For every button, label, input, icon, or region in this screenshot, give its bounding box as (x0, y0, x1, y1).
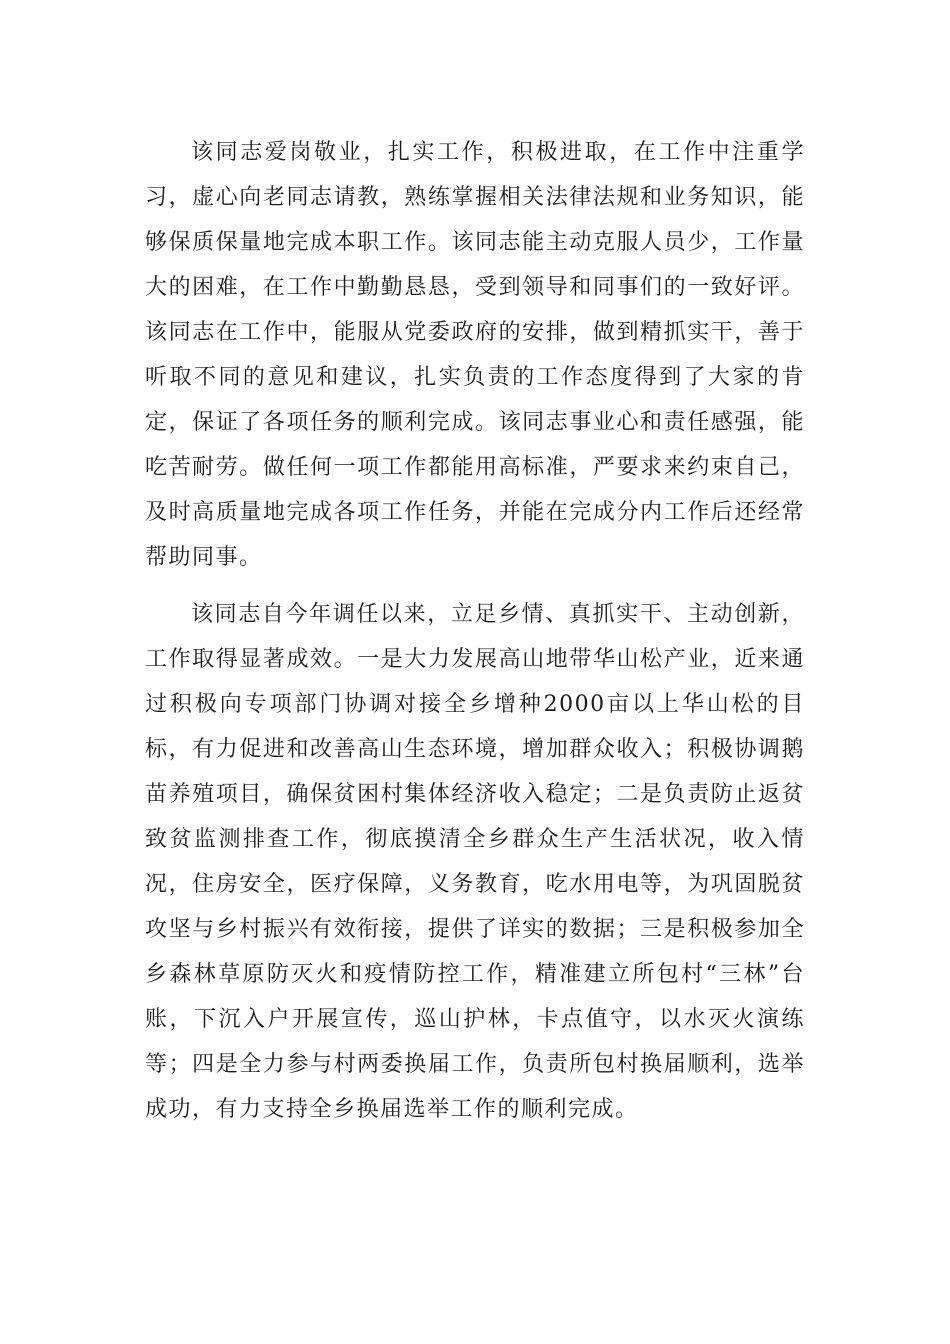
paragraph-2: 该同志自今年调任以来，立足乡情、真抓实干、主动创新，工作取得显著成效。一是大力发展高山地带华山松产业，近来通过积极向专项部门协调对接全乡增种2000亩以上华山松的目标，有力促进和改善高山生态环境，增加群众收入；积极协调鹅苗养殖项目，确保贫困村集体经济收入稳定；二是负责防止返贫致贫监测排查工作，彻底摸清全乡群众生产生活状况，收入情况，住房安全，医疗保障，义务教育，吃水用电等，为巩固脱贫攻坚与乡村振兴有效衔接，提供了详实的数据；三是积极参加全乡森林草原防灭火和疫情防控工作，精准建立所包村“三林”台账，下沉入户开展宣传，巡山护林，卡点值守，以水灭火演练等；四是全力参与村两委换届工作，负责所包村换届顺利，选举成功，有力支持全乡换届选举工作的顺利完成。 (145, 602, 805, 1122)
document-body (145, 130, 805, 1132)
paragraph-1: 该同志爱岗敬业，扎实工作，积极进取，在工作中注重学习，虚心向老同志请教，熟练掌握相关法律法规和业务知识，能够保质保量地完成本职工作。该同志能主动克服人员少，工作量大的困难，在工作中勤勤恳恳，受到领导和同事们的一致好评。该同志在工作中，能服从党委政府的安排，做到精抓实干，善于听取不同的意见和建议，扎实负责的工作态度得到了大家的肯定，保证了各项任务的顺利完成。该同志事业心和责任感强，能吃苦耐劳。做任何一项工作都能用高标准，严要求来约束自己，及时高质量地完成各项工作任务，并能在完成分内工作后还经常帮助同事。 (145, 140, 805, 570)
